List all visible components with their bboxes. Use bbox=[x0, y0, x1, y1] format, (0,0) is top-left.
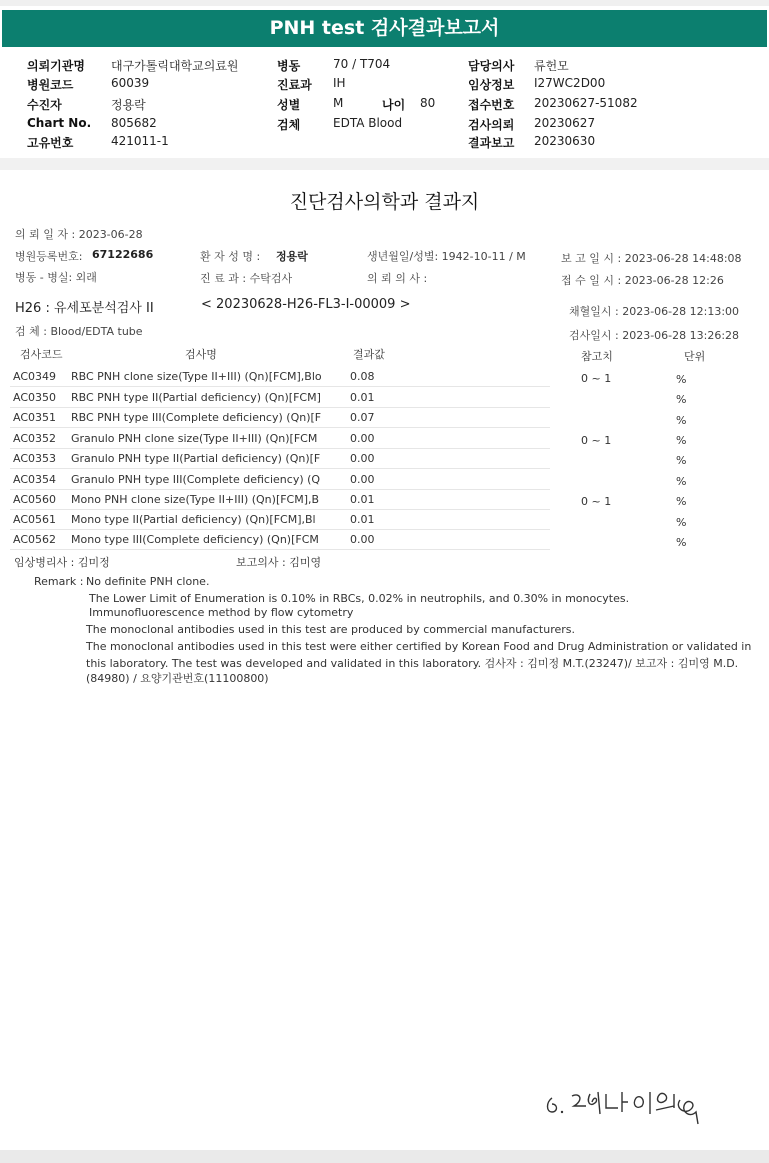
dept-label: 진료과 bbox=[277, 78, 312, 92]
hospital-value: 대구가톨릭대학교의료원 bbox=[111, 59, 239, 73]
receipt-datetime: 접 수 일 시 : 2023-06-28 12:26 bbox=[561, 274, 724, 287]
remark-line: The Lower Limit of Enumeration is 0.10% in RBCs, 0.02% in neutrophils, and 0.30% in monocytes. bbox=[89, 592, 630, 605]
clinical-info-value: I27WC2D00 bbox=[534, 76, 606, 90]
cell-test-name: Granulo PNH type III(Complete deficiency) (Q bbox=[71, 473, 321, 486]
ward-value: 70 / T704 bbox=[333, 57, 391, 71]
specimen-info: 검 체 : Blood/EDTA tube bbox=[15, 325, 143, 338]
col-header-result: 결과값 bbox=[353, 348, 385, 361]
col-header-name: 검사명 bbox=[185, 348, 217, 361]
receipt-no-value: 20230627-51082 bbox=[534, 96, 638, 110]
request-value: 20230627 bbox=[534, 116, 596, 130]
col-header-code: 검사코드 bbox=[20, 348, 63, 361]
receipt-no-label: 접수번호 bbox=[468, 98, 515, 112]
cell-code: AC0561 bbox=[13, 513, 57, 526]
cell-result: 0.00 bbox=[350, 432, 375, 445]
cell-code: AC0562 bbox=[13, 533, 57, 546]
ward-room: 병동 - 병실: 외래 bbox=[15, 271, 97, 284]
sex-value: M bbox=[333, 96, 344, 110]
cell-test-name: RBC PNH type II(Partial deficiency) (Qn)[FCM] bbox=[71, 391, 321, 404]
cell-reference: 0 ~ 1 bbox=[581, 495, 612, 508]
cell-unit: % bbox=[676, 393, 687, 406]
section-separator bbox=[0, 158, 769, 170]
doctor-label: 담당의사 bbox=[468, 59, 515, 73]
remark-line: The monoclonal antibodies used in this test were either certified by Korean Food and Drug Administration or validated in bbox=[86, 640, 752, 653]
reporting-doctor: 보고의사 : 김미영 bbox=[236, 556, 322, 569]
row-divider bbox=[10, 509, 550, 510]
cell-code: AC0349 bbox=[13, 370, 57, 383]
result-report-value: 20230630 bbox=[534, 134, 596, 148]
cell-reference: 0 ~ 1 bbox=[581, 434, 612, 447]
dept-info: 진 료 과 : 수탁검사 bbox=[200, 272, 293, 285]
cell-result: 0.01 bbox=[350, 391, 375, 404]
cell-result: 0.00 bbox=[350, 473, 375, 486]
cell-result: 0.00 bbox=[350, 452, 375, 465]
cell-code: AC0350 bbox=[13, 391, 57, 404]
col-header-ref: 참고치 bbox=[581, 350, 613, 363]
row-divider bbox=[10, 448, 550, 449]
document-title: 진단검사의학과 결과지 bbox=[289, 191, 480, 213]
dept-value: IH bbox=[333, 76, 346, 90]
birth-sex: 생년월일/성별: 1942-10-11 / M bbox=[367, 250, 526, 263]
row-divider bbox=[10, 529, 550, 530]
remark-line: Immunofluorescence method by flow cytometry bbox=[89, 606, 354, 619]
cell-code: AC0354 bbox=[13, 473, 57, 486]
cell-code: AC0353 bbox=[13, 452, 57, 465]
patient-label: 수진자 bbox=[27, 98, 62, 112]
cell-code: AC0560 bbox=[13, 493, 57, 506]
cell-unit: % bbox=[676, 495, 687, 508]
row-divider bbox=[10, 386, 550, 387]
cell-reference: 0 ~ 1 bbox=[581, 372, 612, 385]
chart-no-value: 805682 bbox=[111, 116, 157, 130]
ward-label: 병동 bbox=[277, 59, 301, 73]
cell-result: 0.07 bbox=[350, 411, 375, 424]
remark-first-line: No definite PNH clone. bbox=[86, 575, 210, 588]
cell-unit: % bbox=[676, 434, 687, 447]
patient-name-value: 정용락 bbox=[276, 250, 308, 263]
hospital-code-label: 병원코드 bbox=[27, 78, 74, 92]
cell-unit: % bbox=[676, 454, 687, 467]
top-strip bbox=[0, 0, 769, 6]
barcode-id: < 20230628-H26-FL3-I-00009 > bbox=[201, 297, 411, 312]
row-divider bbox=[10, 407, 550, 408]
patient-value: 정용락 bbox=[111, 98, 146, 112]
cell-unit: % bbox=[676, 414, 687, 427]
cell-test-name: Mono PNH clone size(Type II+III) (Qn)[FCM],B bbox=[71, 493, 320, 506]
patient-name-label: 환 자 성 명 : bbox=[200, 250, 261, 263]
test-code: H26 : 유세포분석검사 II bbox=[15, 301, 154, 316]
remark-line: (84980) / 요양기관번호(11100800) bbox=[86, 672, 269, 685]
unique-no-label: 고유번호 bbox=[27, 136, 74, 150]
row-divider bbox=[10, 468, 550, 469]
cell-result: 0.01 bbox=[350, 513, 375, 526]
specimen-value: EDTA Blood bbox=[333, 116, 403, 130]
row-divider bbox=[10, 549, 550, 550]
remark-label: Remark : bbox=[34, 575, 84, 588]
collection-datetime: 채혈일시 : 2023-06-28 12:13:00 bbox=[569, 305, 740, 318]
col-header-unit: 단위 bbox=[684, 350, 706, 363]
reg-no-value: 67122686 bbox=[92, 248, 154, 261]
exam-datetime: 검사일시 : 2023-06-28 13:26:28 bbox=[569, 329, 740, 342]
cell-test-name: RBC PNH type III(Complete deficiency) (Qn)[F bbox=[71, 411, 322, 424]
hospital-label: 의뢰기관명 bbox=[27, 59, 85, 73]
row-divider bbox=[10, 489, 550, 490]
age-value: 80 bbox=[420, 96, 436, 110]
cell-test-name: Mono type III(Complete deficiency) (Qn)[FCM bbox=[71, 533, 319, 546]
sex-label: 성별 bbox=[277, 98, 301, 112]
report-datetime: 보 고 일 시 : 2023-06-28 14:48:08 bbox=[561, 252, 742, 265]
pathologist: 임상병리사 : 김미정 bbox=[14, 556, 110, 569]
doctor-value: 류헌모 bbox=[534, 59, 569, 73]
cell-code: AC0351 bbox=[13, 411, 57, 424]
cell-result: 0.00 bbox=[350, 533, 375, 546]
cell-unit: % bbox=[676, 373, 687, 386]
cell-test-name: Granulo PNH type II(Partial deficiency) (Qn)[F bbox=[71, 452, 321, 465]
age-label: 나이 bbox=[382, 98, 406, 112]
cell-result: 0.01 bbox=[350, 493, 375, 506]
specimen-label: 검체 bbox=[277, 118, 301, 132]
cell-code: AC0352 bbox=[13, 432, 57, 445]
report-title-banner: PNH test 검사결과보고서 bbox=[2, 10, 767, 47]
requesting-doctor: 의 뢰 의 사 : bbox=[367, 272, 428, 285]
clinical-info-label: 임상정보 bbox=[468, 78, 515, 92]
cell-unit: % bbox=[676, 536, 687, 549]
cell-test-name: Mono type II(Partial deficiency) (Qn)[FCM],Bl bbox=[71, 513, 316, 526]
row-divider bbox=[10, 427, 550, 428]
cell-test-name: RBC PNH clone size(Type II+III) (Qn)[FCM],Blo bbox=[71, 370, 322, 383]
remark-line: this laboratory. The test was developed and validated in this laboratory. 검사자 : 김미정 M.T.(23247)/ 보고자 : 김미영 M.D. bbox=[86, 657, 739, 670]
cell-test-name: Granulo PNH clone size(Type II+III) (Qn)[FCM bbox=[71, 432, 318, 445]
remark-line: The monoclonal antibodies used in this test are produced by commercial manufacturers. bbox=[86, 623, 576, 636]
bottom-strip bbox=[0, 1150, 769, 1163]
hospital-code-value: 60039 bbox=[111, 76, 150, 90]
cell-unit: % bbox=[676, 516, 687, 529]
request-label: 검사의뢰 bbox=[468, 118, 515, 132]
unique-no-value: 421011-1 bbox=[111, 134, 169, 148]
reg-no-label: 병원등록번호: bbox=[15, 250, 83, 263]
result-report-label: 결과보고 bbox=[468, 136, 515, 150]
cell-result: 0.08 bbox=[350, 370, 375, 383]
cell-unit: % bbox=[676, 475, 687, 488]
handwritten-signature bbox=[540, 1080, 720, 1130]
request-date: 의 뢰 일 자 : 2023-06-28 bbox=[15, 228, 143, 241]
chart-no-label: Chart No. bbox=[27, 116, 92, 130]
